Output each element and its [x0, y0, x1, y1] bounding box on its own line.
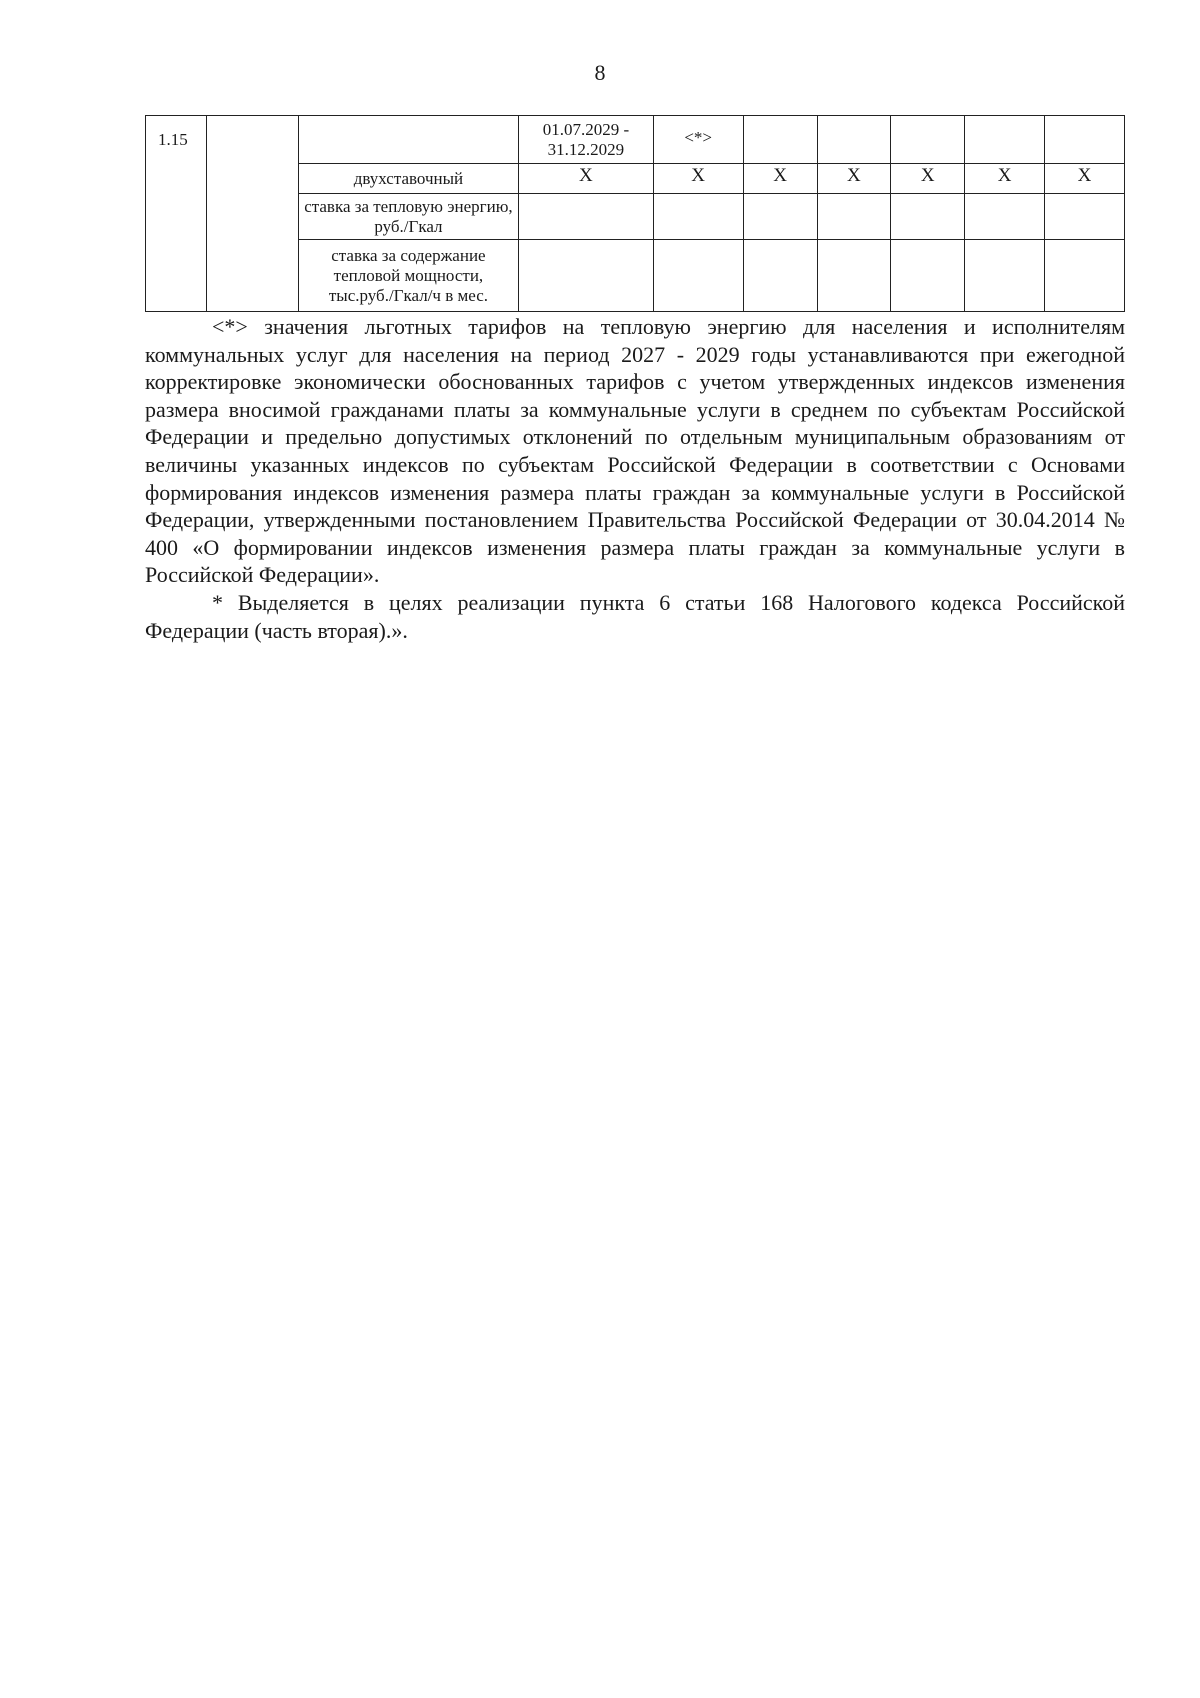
footnote-tariffs: <*> значения льготных тарифов на тепловую энергию для населения и исполнителям коммунальных услуг для населения на период 2027 - 2029 годы устанавливаются при ежегодной корректировке экономически обоснованных тарифов с учетом утвержденных индексов изменения размера вносимой гражданами платы за коммунальные услуги в среднем по субъектам Российской Федерации и предельно допустимых отклонений по отдельным муниципальным образованиям от величины указанных индексов по субъектам Российской Федерации в соответствии с Основами формирования индексов изменения размера платы граждан за коммунальные услуги в Российской Федерации, утвержденными постановлением Правительства Российской Федерации от 30.04.2014 № 400 «О формировании индексов изменения размера платы граждан за коммунальные услуги в Российской Федерации».: [145, 314, 1125, 588]
empty-cell: [1045, 116, 1125, 164]
row-label: ставка за тепловую энергию, руб./Гкал: [298, 194, 518, 240]
empty-cell: [298, 116, 518, 164]
empty-cell: [743, 116, 817, 164]
empty-cell: [519, 240, 654, 312]
row-label: ставка за содержание тепловой мощности, тыс.руб./Гкал/ч в мес.: [298, 240, 518, 312]
period-cell: 01.07.2029 - 31.12.2029: [519, 116, 654, 164]
footnotes: [145, 313, 1125, 644]
x-cell: Х: [817, 164, 891, 194]
empty-cell: [653, 240, 743, 312]
item-number-cell: 1.15: [146, 116, 207, 312]
empty-cell: [891, 194, 965, 240]
empty-cell: [1045, 240, 1125, 312]
empty-cell: [965, 240, 1045, 312]
x-cell: Х: [965, 164, 1045, 194]
empty-cell: [817, 240, 891, 312]
empty-cell: [965, 116, 1045, 164]
empty-cell: [743, 194, 817, 240]
empty-cell: [817, 116, 891, 164]
empty-cell: [965, 194, 1045, 240]
x-cell: Х: [743, 164, 817, 194]
footnote-tax-code: * Выделяется в целях реализации пункта 6 статьи 168 Налогового кодекса Российской Федерации (часть вторая).».: [145, 589, 1125, 643]
x-cell: Х: [891, 164, 965, 194]
empty-cell: [817, 194, 891, 240]
empty-cell: [519, 194, 654, 240]
empty-cell: [1045, 194, 1125, 240]
x-cell: Х: [519, 164, 654, 194]
table-row: [146, 116, 1125, 164]
mark-cell: <*>: [653, 116, 743, 164]
x-cell: Х: [653, 164, 743, 194]
row-label: двухставочный: [298, 164, 518, 194]
page-number: 8: [594, 60, 606, 85]
empty-cell: [206, 116, 298, 312]
empty-cell: [653, 194, 743, 240]
empty-cell: [891, 116, 965, 164]
x-cell: Х: [1045, 164, 1125, 194]
empty-cell: [891, 240, 965, 312]
tariff-table: [145, 115, 1125, 312]
empty-cell: [743, 240, 817, 312]
